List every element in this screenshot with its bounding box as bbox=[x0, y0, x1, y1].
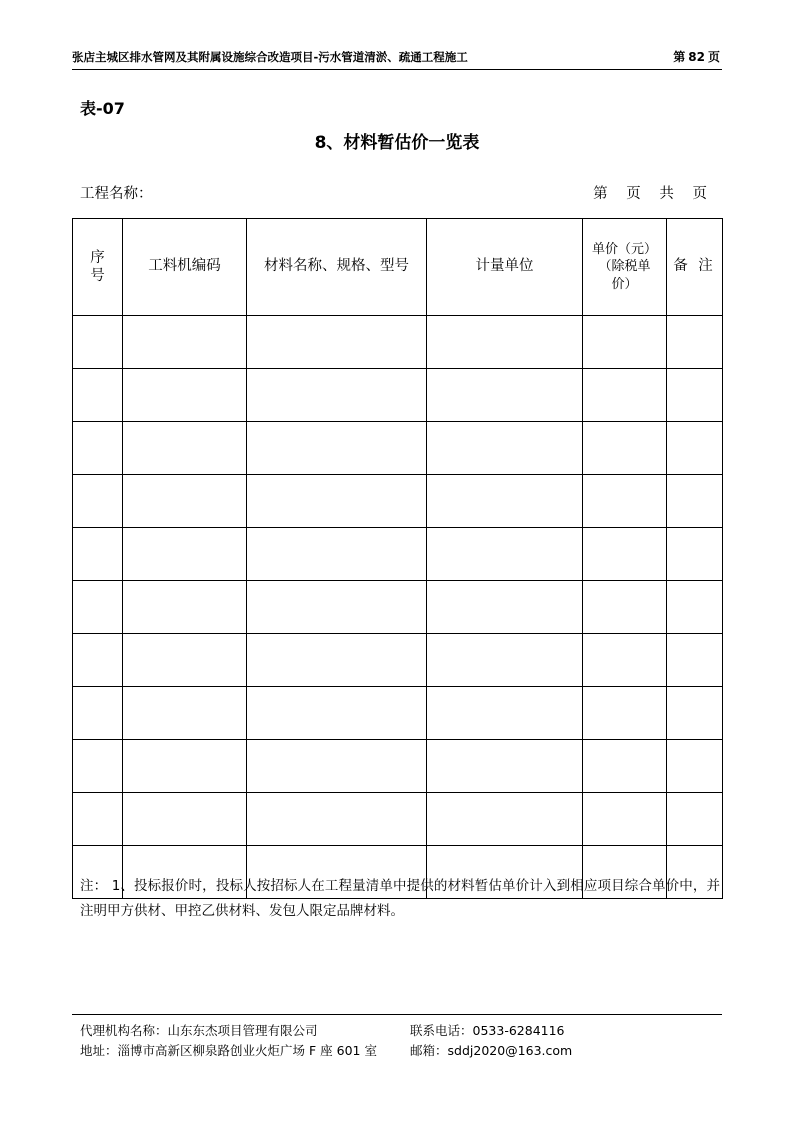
cell-seq[interactable] bbox=[73, 793, 123, 846]
footer-phone-label: 联系电话： bbox=[410, 1023, 473, 1038]
cell-note[interactable] bbox=[667, 528, 723, 581]
footer-address-value: 淄博市高新区柳泉路创业火炬广场 F 座 601 室 bbox=[117, 1043, 377, 1058]
footer-phone-value: 0533-6284116 bbox=[472, 1023, 565, 1038]
column-header-note: 备 注 bbox=[667, 219, 723, 316]
cell-code[interactable] bbox=[123, 316, 247, 369]
cell-unit-price[interactable] bbox=[583, 316, 667, 369]
cell-note[interactable] bbox=[667, 634, 723, 687]
cell-unit-price[interactable] bbox=[583, 369, 667, 422]
cell-unit[interactable] bbox=[427, 528, 583, 581]
cell-unit[interactable] bbox=[427, 369, 583, 422]
table-note bbox=[80, 874, 720, 924]
header-project-title: 张店主城区排水管网及其附属设施综合改造项目-污水管道清淤、疏通工程施工 bbox=[72, 50, 468, 65]
page-content bbox=[72, 0, 722, 1122]
cell-unit[interactable] bbox=[427, 793, 583, 846]
cell-note[interactable] bbox=[667, 687, 723, 740]
cell-code[interactable] bbox=[123, 528, 247, 581]
table-row bbox=[73, 581, 723, 634]
page-of-indicator bbox=[587, 182, 714, 203]
column-header-seq bbox=[73, 219, 123, 316]
table-header-row bbox=[73, 219, 723, 316]
cell-unit-price[interactable] bbox=[583, 634, 667, 687]
page-header bbox=[72, 48, 722, 70]
cell-unit-price[interactable] bbox=[583, 422, 667, 475]
table-header bbox=[73, 219, 723, 316]
cell-unit-price[interactable] bbox=[583, 528, 667, 581]
table-row bbox=[73, 740, 723, 793]
cell-material-name[interactable] bbox=[247, 475, 427, 528]
form-number: 表-07 bbox=[80, 99, 125, 118]
cell-note[interactable] bbox=[667, 422, 723, 475]
cell-material-name[interactable] bbox=[247, 793, 427, 846]
cell-unit[interactable] bbox=[427, 422, 583, 475]
table-row bbox=[73, 422, 723, 475]
cell-unit[interactable] bbox=[427, 475, 583, 528]
footer-address-label: 地址： bbox=[80, 1043, 118, 1058]
column-header-unit-price bbox=[583, 219, 667, 316]
table-row bbox=[73, 369, 723, 422]
table-row bbox=[73, 634, 723, 687]
cell-seq[interactable] bbox=[73, 475, 123, 528]
cell-unit-price[interactable] bbox=[583, 793, 667, 846]
header-page-number: 82 bbox=[688, 50, 705, 64]
project-name-label: 工程名称： bbox=[80, 186, 153, 202]
page-footer bbox=[72, 1014, 722, 1061]
cell-seq[interactable] bbox=[73, 528, 123, 581]
cell-unit-price[interactable] bbox=[583, 740, 667, 793]
cell-unit[interactable] bbox=[427, 634, 583, 687]
cell-material-name[interactable] bbox=[247, 528, 427, 581]
note-label: 注： bbox=[80, 878, 108, 894]
cell-seq[interactable] bbox=[73, 740, 123, 793]
cell-code[interactable] bbox=[123, 687, 247, 740]
footer-email-label: 邮箱： bbox=[410, 1043, 448, 1058]
footer-address bbox=[72, 1041, 410, 1061]
note-text: 1、投标报价时，投标人按招标人在工程量清单中提供的材料暂估单价计入到相应项目综合单价中，并注明甲方供材、甲控乙供材料、发包人限定品牌材料。 bbox=[80, 878, 720, 919]
cell-note[interactable] bbox=[667, 740, 723, 793]
cell-material-name[interactable] bbox=[247, 634, 427, 687]
cell-seq[interactable] bbox=[73, 369, 123, 422]
footer-agency-value: 山东东杰项目管理有限公司 bbox=[167, 1023, 318, 1038]
cell-unit[interactable] bbox=[427, 740, 583, 793]
page-of-ye: 页 bbox=[626, 186, 642, 202]
column-header-seq-line1: 序 bbox=[90, 249, 105, 266]
cell-material-name[interactable] bbox=[247, 740, 427, 793]
cell-code[interactable] bbox=[123, 793, 247, 846]
project-name-line bbox=[72, 182, 722, 204]
footer-agency-label: 代理机构名称： bbox=[80, 1023, 168, 1038]
cell-material-name[interactable] bbox=[247, 369, 427, 422]
table-row bbox=[73, 316, 723, 369]
cell-unit-price[interactable] bbox=[583, 581, 667, 634]
cell-code[interactable] bbox=[123, 740, 247, 793]
column-header-price-line3: 价） bbox=[611, 276, 638, 292]
column-header-price-line2: （除税单 bbox=[598, 259, 651, 275]
table-row bbox=[73, 687, 723, 740]
column-header-price-line1: 单价（元） bbox=[591, 241, 657, 257]
page-title: 8、材料暂估价一览表 bbox=[314, 133, 480, 153]
footer-email bbox=[410, 1041, 722, 1061]
cell-seq[interactable] bbox=[73, 634, 123, 687]
cell-seq[interactable] bbox=[73, 687, 123, 740]
cell-note[interactable] bbox=[667, 316, 723, 369]
column-header-seq-line2: 号 bbox=[90, 268, 105, 284]
footer-agency bbox=[72, 1021, 410, 1041]
column-header-unit: 计量单位 bbox=[427, 219, 583, 316]
cell-unit-price[interactable] bbox=[583, 687, 667, 740]
cell-code[interactable] bbox=[123, 422, 247, 475]
material-estimate-table bbox=[72, 218, 723, 899]
cell-unit[interactable] bbox=[427, 687, 583, 740]
table-row bbox=[73, 528, 723, 581]
cell-seq[interactable] bbox=[73, 581, 123, 634]
header-page-indicator bbox=[673, 48, 722, 65]
cell-code[interactable] bbox=[123, 634, 247, 687]
table-row bbox=[73, 475, 723, 528]
footer-email-value: sddj2020@163.com bbox=[447, 1043, 573, 1058]
cell-material-name[interactable] bbox=[247, 316, 427, 369]
cell-unit[interactable] bbox=[427, 316, 583, 369]
table-row bbox=[73, 793, 723, 846]
footer-row-address bbox=[72, 1041, 722, 1061]
cell-note[interactable] bbox=[667, 369, 723, 422]
cell-seq[interactable] bbox=[73, 422, 123, 475]
cell-note[interactable] bbox=[667, 793, 723, 846]
cell-code[interactable] bbox=[123, 369, 247, 422]
page-of-ye2: 页 bbox=[692, 186, 708, 202]
page-of-gong: 共 bbox=[659, 186, 675, 202]
cell-seq[interactable] bbox=[73, 316, 123, 369]
cell-material-name[interactable] bbox=[247, 581, 427, 634]
page-of-di: 第 bbox=[593, 186, 609, 202]
footer-phone bbox=[410, 1021, 722, 1041]
header-page-prefix: 第 bbox=[673, 50, 686, 64]
cell-code[interactable] bbox=[123, 475, 247, 528]
column-header-code: 工料机编码 bbox=[123, 219, 247, 316]
cell-material-name[interactable] bbox=[247, 422, 427, 475]
table-body bbox=[73, 316, 723, 899]
cell-unit-price[interactable] bbox=[583, 475, 667, 528]
cell-material-name[interactable] bbox=[247, 687, 427, 740]
column-header-material-name: 材料名称、规格、型号 bbox=[247, 219, 427, 316]
cell-unit[interactable] bbox=[427, 581, 583, 634]
cell-note[interactable] bbox=[667, 581, 723, 634]
cell-code[interactable] bbox=[123, 581, 247, 634]
header-page-suffix: 页 bbox=[707, 50, 720, 64]
cell-note[interactable] bbox=[667, 475, 723, 528]
footer-row-agency bbox=[72, 1021, 722, 1041]
